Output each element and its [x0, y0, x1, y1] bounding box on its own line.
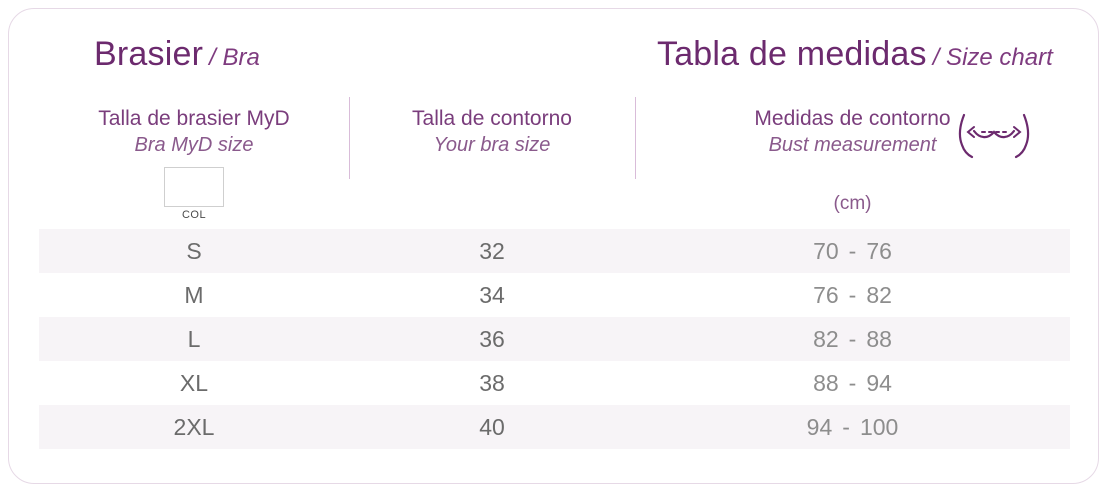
- table-row: [39, 361, 1070, 405]
- cell-bust: [635, 414, 1070, 441]
- header-col-bra-en: Your bra size: [433, 134, 551, 156]
- cell-size: L: [187, 325, 201, 352]
- titles-area: [9, 31, 1098, 91]
- cell-bust-dash: -: [848, 281, 857, 308]
- cell-bust-dash: -: [848, 325, 857, 352]
- cell-bust: [635, 282, 1070, 309]
- cell-bra: 32: [479, 237, 505, 264]
- cell-bust: [635, 370, 1070, 397]
- table-row: [39, 405, 1070, 449]
- header-col-size: [39, 107, 349, 157]
- header-col-bra-es: Talla de contorno: [412, 107, 572, 130]
- cell-bust-min: 94: [806, 413, 833, 440]
- cell-bust-dash: -: [848, 237, 857, 264]
- country-code-label: COL: [181, 209, 207, 221]
- cell-bra: 38: [479, 369, 505, 396]
- cell-bust-min: 76: [813, 281, 839, 308]
- bust-unit-label: (cm): [833, 193, 872, 214]
- table-row: [39, 317, 1070, 361]
- cell-size: XL: [179, 369, 209, 396]
- cell-size: M: [184, 281, 204, 308]
- product-title-main: Brasier: [94, 35, 204, 73]
- cell-bra: 36: [479, 325, 505, 352]
- size-chart-card: [8, 8, 1099, 484]
- cell-bust: [635, 326, 1070, 353]
- table-header: [39, 93, 1070, 223]
- cell-bust: [635, 238, 1070, 265]
- cell-bust-max: 94: [866, 369, 892, 396]
- cell-bust-min: 82: [813, 325, 839, 352]
- table-row: [39, 273, 1070, 317]
- product-title: [94, 35, 260, 74]
- cell-bust-max: 100: [859, 413, 899, 440]
- chart-title-sub: / Size chart: [932, 44, 1053, 71]
- bust-measure-icon: [944, 111, 1044, 159]
- header-col-bust-es: Medidas de contorno: [754, 107, 951, 130]
- header-col-bra: [349, 107, 635, 157]
- table-row: [39, 229, 1070, 273]
- product-title-sub: / Bra: [209, 44, 260, 71]
- country-flag-block: [39, 167, 349, 221]
- cell-bust-dash: -: [848, 369, 857, 396]
- cell-bust-min: 88: [813, 369, 839, 396]
- cell-size: 2XL: [173, 413, 215, 440]
- header-col-size-en: Bra MyD size: [134, 134, 254, 156]
- chart-title-main: Tabla de medidas: [657, 35, 927, 73]
- chart-title: [657, 35, 1053, 74]
- cell-bust-dash: -: [842, 413, 850, 440]
- header-col-size-es: Talla de brasier MyD: [98, 107, 290, 130]
- cell-bust-max: 88: [866, 325, 892, 352]
- size-table: [39, 229, 1070, 449]
- cell-bra: 40: [479, 413, 505, 440]
- cell-size: S: [186, 237, 202, 264]
- cell-bust-max: 76: [866, 237, 892, 264]
- cell-bra: 34: [479, 281, 505, 308]
- header-col-bust-en: Bust measurement: [768, 134, 937, 156]
- cell-bust-min: 70: [813, 237, 839, 264]
- colombia-flag-icon: [164, 167, 224, 207]
- cell-bust-max: 82: [866, 281, 892, 308]
